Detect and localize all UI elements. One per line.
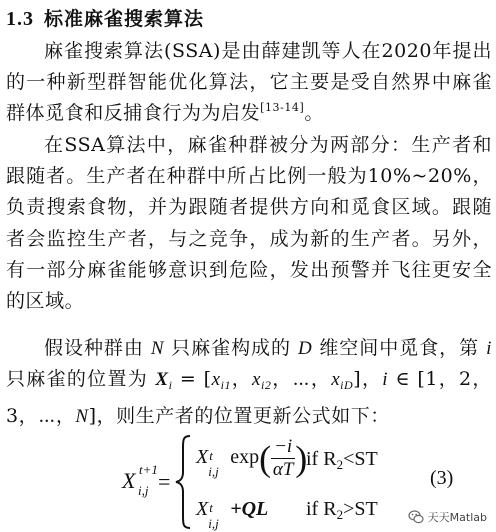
math-X-sub: i [168, 378, 173, 393]
case-2-condition [306, 498, 378, 523]
case-2-cond-sub: 2 [336, 507, 344, 522]
math-x2: x [252, 369, 262, 391]
case-1-cond-tail: <ST [343, 448, 378, 470]
math-xD: x [331, 369, 341, 391]
case-1-expression: X t i,j exp( $\frac{-i}{\alpha T}$ ) [196, 436, 308, 480]
equation-number: (3) [430, 467, 454, 489]
section-title: 标准麻雀搜索算法 [44, 8, 205, 30]
case-2-sup: t [209, 500, 213, 515]
math-xD-sub: iD [340, 378, 354, 393]
case-2-cond-tail: >ST [343, 498, 378, 520]
paragraph-1-end: 。 [304, 102, 324, 125]
case-2-expression [196, 498, 269, 531]
equals-sign: = [158, 469, 171, 494]
math-i: i [486, 338, 492, 359]
case-1-cond-sub: 2 [336, 457, 344, 472]
case-1-sup: t [209, 448, 213, 464]
case-2-tail: +QL [230, 498, 269, 520]
para3-text-f: ]， [353, 368, 383, 391]
math-x1-sub: i1 [220, 378, 232, 393]
math-x2-sub: i2 [261, 378, 272, 393]
lhs-symbol: X [122, 468, 136, 493]
math-D: D [298, 338, 313, 359]
paragraph-3: 假设种群由 N 只麻雀构成的 D 维空间中觅食，第 i 只麻雀的位置为 $X_i = [x_{i1}$，$x_{i2}$，⋯，$x_{iD}$]，i ∈ [1，2，3，⋯，N]，则生产者的位置更新公式如下： [6, 337, 492, 428]
lhs-superscript: t+1 [139, 462, 158, 477]
case-1-sub: i,j [208, 464, 219, 480]
case-2-X: X [196, 498, 209, 520]
math-i-2: i [382, 369, 389, 391]
math-X: X [155, 369, 169, 391]
math-N: N [150, 338, 165, 359]
math-N-2: N [75, 406, 89, 428]
equation-lhs [122, 462, 158, 498]
math-x1: x [211, 369, 221, 391]
lhs-subscript: i,j [138, 483, 149, 498]
fraction-numerator: −i [271, 436, 295, 459]
case-1-X: X [196, 446, 209, 469]
para3-text-g: ∈ [1，2，3，⋯， [6, 368, 492, 428]
wechat-logo-icon [408, 509, 424, 525]
fraction-denominator: αT [272, 459, 294, 480]
citation: [13-14] [260, 101, 305, 115]
section-heading [6, 4, 204, 31]
paragraph-1 [6, 36, 492, 130]
para3-text-e: = [ [172, 368, 212, 391]
para3-text-c: 维空间中觅食，第 [312, 337, 487, 359]
para3-text-b: 只麻雀构成的 [164, 337, 299, 359]
left-brace-icon [174, 434, 192, 530]
case-2-cond-text: if R [306, 498, 337, 520]
paragraph-1-text: 麻雀搜索算法(SSA)是由薛建凯等人在2020年提出的一种新型群智能优化算法，它主要是受自然界中麻雀群体觅食和反捕食行为为启发 [6, 40, 492, 125]
para3-text-a: 假设种群由 [44, 337, 151, 359]
case-1-exp: exp [230, 446, 260, 469]
paragraph-2 [6, 130, 492, 317]
section-number: 1.3 [6, 8, 34, 30]
case-1-condition [306, 448, 378, 473]
watermark-text: 天天Matlab [427, 511, 487, 524]
case-1-cond-text: if R [306, 448, 337, 470]
watermark [405, 508, 490, 526]
para3-text-h: ]，则生产者的位置更新公式如下： [88, 405, 390, 428]
para3-text-d: 只麻雀的位置为 [6, 368, 156, 391]
paragraph-2-text: 在SSA算法中，麻雀种群被分为两部分：生产者和跟随者。生产者在种群中所占比例一般为10%~20%，负责搜索食物，并为跟随者提供方向和觅食区域。跟随者会监控生产者，与之竞争，成为新的生产者。另外，有一部分麻雀能够意识到危险，发出预警并飞往更安全的区域。 [6, 134, 492, 313]
case-2-sub: i,j [208, 516, 219, 531]
